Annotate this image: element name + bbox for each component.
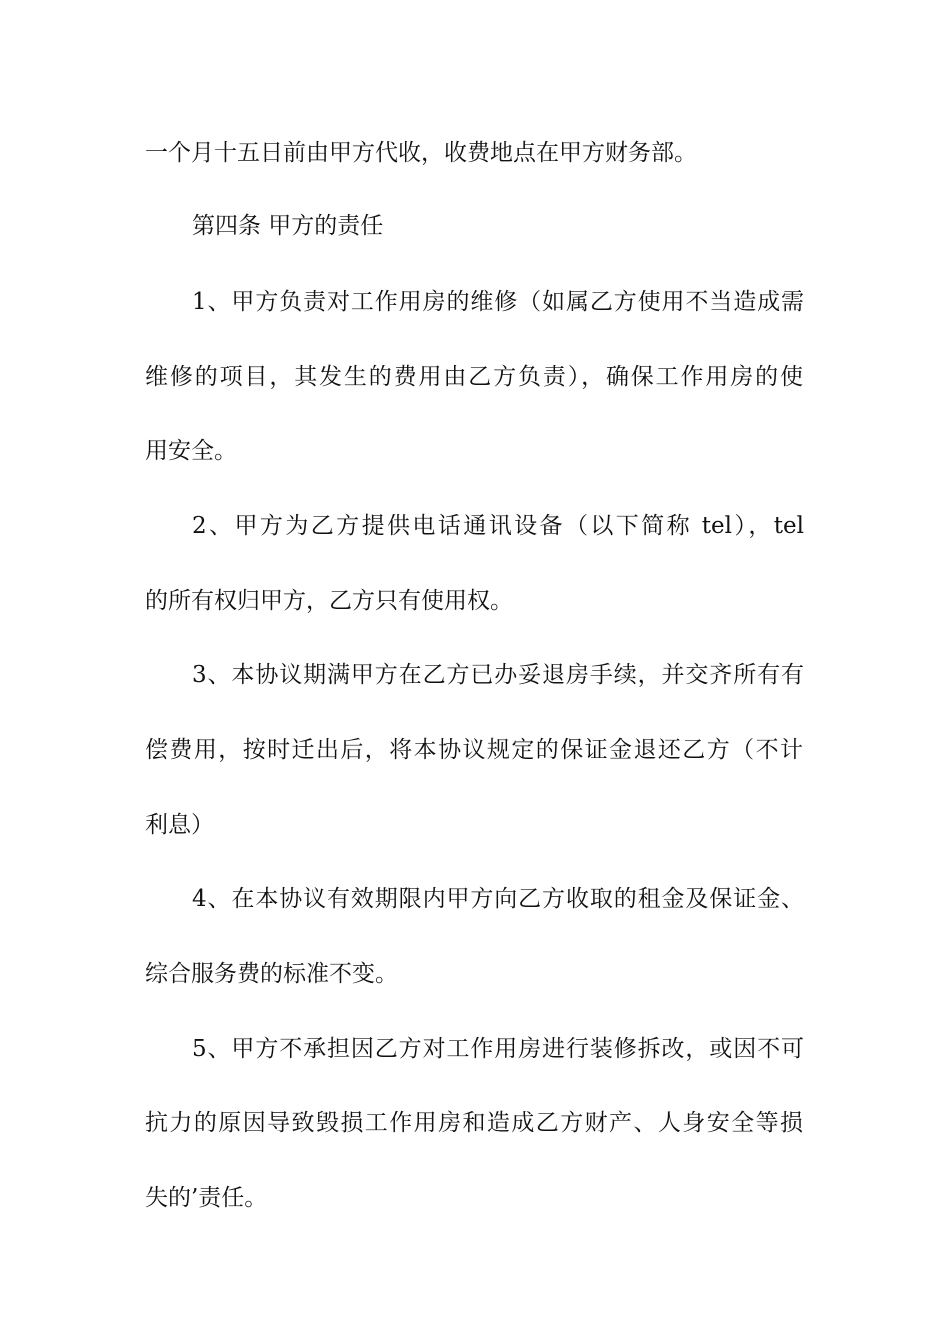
text-line: 抗力的原因导致毁损工作用房和造成乙方财产、人身安全等损: [145, 1110, 803, 1136]
text-line: 一个月十五日前由甲方代收，收费地点在甲方财务部。: [145, 140, 697, 166]
section-heading: 第四条 甲方的责任: [192, 213, 384, 239]
text-line: 用安全。: [145, 438, 237, 464]
text-line: 偿费用，按时迁出后，将本协议规定的保证金退还乙方（不计: [145, 737, 803, 763]
text-line: 5、甲方不承担因乙方对工作用房进行装修拆改，或因不可: [192, 1036, 804, 1062]
text-line: 4、在本协议有效期限内甲方向乙方收取的租金及保证金、: [192, 886, 804, 912]
text-line: 失的’责任。: [145, 1185, 268, 1211]
text-line: 1、甲方负责对工作用房的维修（如属乙方使用不当造成需: [192, 289, 804, 315]
text-line: 利息）: [145, 812, 214, 838]
text-line: 2、甲方为乙方提供电话通讯设备（以下简称 tel），tel: [192, 513, 804, 539]
text-line: 综合服务费的标准不变。: [145, 961, 398, 987]
text-line: 维修的项目，其发生的费用由乙方负责），确保工作用房的使: [145, 364, 803, 390]
text-line: 3、本协议期满甲方在乙方已办妥退房手续，并交齐所有有: [192, 662, 804, 688]
text-line: 的所有权归甲方，乙方只有使用权。: [145, 588, 513, 614]
